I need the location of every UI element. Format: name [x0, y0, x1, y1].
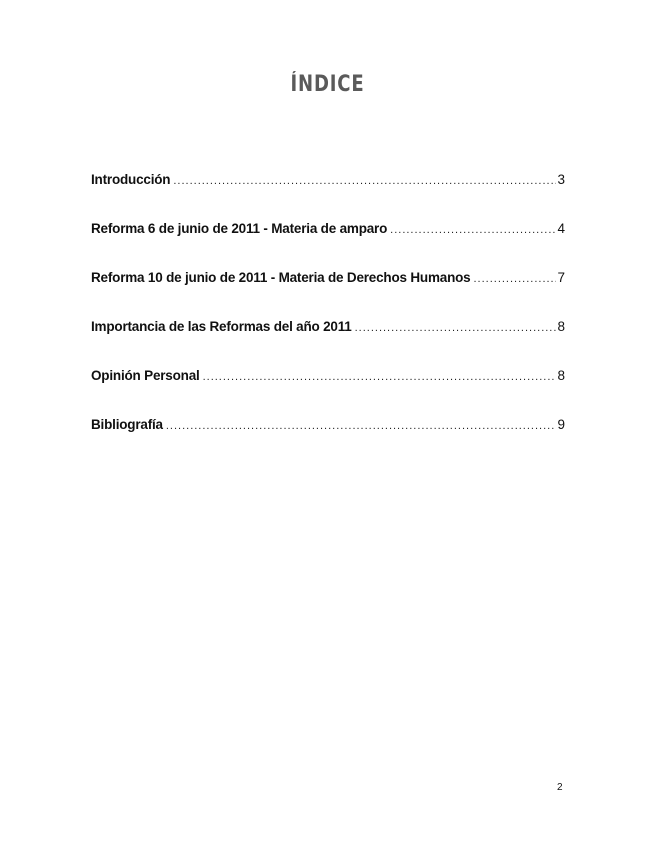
- toc-dot-leader: [473, 273, 556, 285]
- toc-entry-page: 3: [557, 172, 565, 187]
- toc-entry-importancia[interactable]: [91, 319, 565, 368]
- toc-entry-label: Opinión Personal: [91, 368, 200, 383]
- toc-entry-bibliografia[interactable]: [91, 417, 565, 466]
- toc-entry-page: 8: [557, 319, 565, 334]
- toc-entry-label: Reforma 10 de junio de 2011 - Materia de Derechos Humanos: [91, 270, 471, 285]
- toc-dot-leader: [390, 224, 556, 236]
- toc-entry-reforma-derechos-humanos[interactable]: [91, 270, 565, 319]
- toc-entry-page: 9: [557, 417, 565, 432]
- toc-dot-leader: [203, 371, 557, 383]
- toc-entry-reforma-amparo[interactable]: [91, 221, 565, 270]
- toc-entry-page: 4: [557, 221, 565, 236]
- toc-dot-leader: [355, 322, 557, 334]
- table-of-contents: [91, 172, 565, 466]
- toc-entry-page: 8: [557, 368, 565, 383]
- toc-entry-opinion-personal[interactable]: [91, 368, 565, 417]
- footer-page-number: 2: [557, 782, 563, 793]
- page-title: ÍNDICE: [290, 72, 365, 97]
- toc-entry-introduccion[interactable]: [91, 172, 565, 221]
- toc-entry-label: Bibliografía: [91, 417, 163, 432]
- toc-entry-page: 7: [557, 270, 565, 285]
- toc-dot-leader: [173, 175, 556, 187]
- toc-entry-label: Introducción: [91, 172, 171, 187]
- toc-entry-label: Reforma 6 de junio de 2011 - Materia de amparo: [91, 221, 388, 236]
- toc-dot-leader: [166, 420, 557, 432]
- toc-entry-label: Importancia de las Reformas del año 2011: [91, 319, 352, 334]
